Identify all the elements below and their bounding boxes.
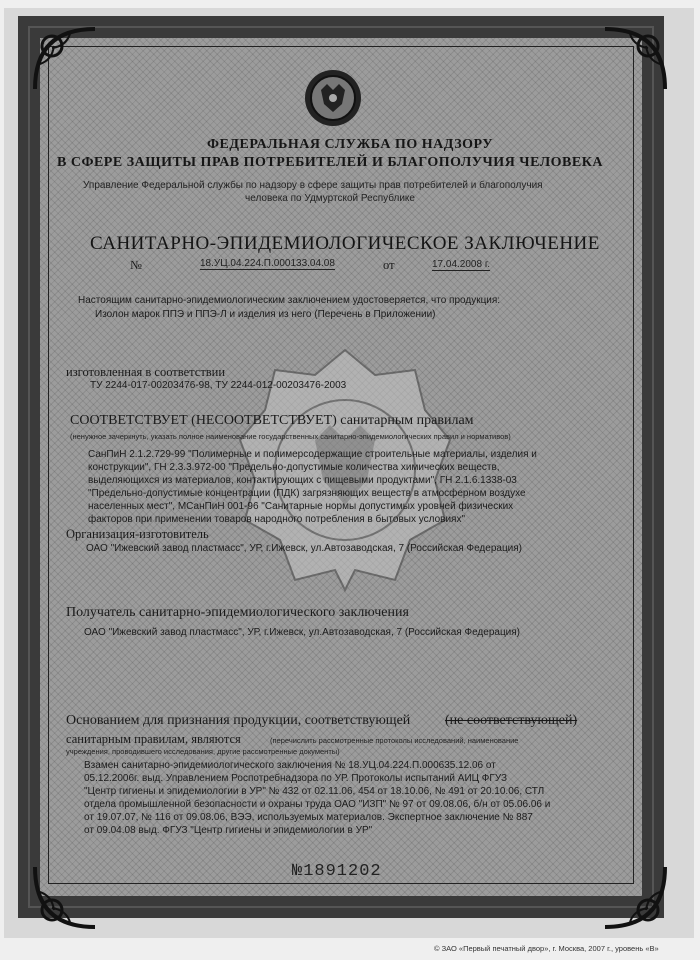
- ornament-bottom-right-icon: [600, 862, 670, 932]
- conformity-line-5: населенных мест", МСанПиН 001-96 "Санитарные нормы допустимых уровней физических: [88, 501, 514, 512]
- basis-line-6: от 09.04.08 выд. ФГУЗ "Центр гигиены и эпидемиологии в УР": [84, 825, 373, 836]
- basis-line-2: 05.12.2006г. выд. Управлением Роспотребнадзора по УР. Протоколы испытаний АИЦ ФГУЗ: [84, 773, 507, 784]
- manufactured-spec: ТУ 2244-017-00203476-98, ТУ 2244-012-00203476-2003: [90, 380, 347, 391]
- organization-value: ОАО "Ижевский завод пластмасс", УР, г.Ижевск, ул.Автозаводская, 7 (Российская Федерация): [86, 543, 523, 554]
- document-title: САНИТАРНО-ЭПИДЕМИОЛОГИЧЕСКОЕ ЗАКЛЮЧЕНИЕ: [90, 233, 600, 254]
- basis-hint-2: учреждения, проводившего исследования, другие рассмотренные документы): [66, 747, 340, 756]
- conformity-line-3: выделяющихся из материалов, контактирующих с пищевыми продуктами", ГН 2.1.6.1338-03: [88, 475, 517, 486]
- certificate-date: 17.04.2008 г.: [432, 259, 491, 270]
- basis-label-struck: (не соответствующей): [445, 713, 578, 728]
- department-line1: Управление Федеральной службы по надзору в сфере защиты прав потребителей и благополучия: [83, 180, 543, 191]
- department-line2: человека по Удмуртской Республике: [245, 193, 415, 204]
- serial-number: №1891202: [292, 862, 382, 881]
- organization-label: Организация-изготовитель: [66, 527, 209, 541]
- conformity-line-6: факторов при применении товаров народного потребления в бытовых условиях": [88, 514, 465, 525]
- recipient-value: ОАО "Ижевский завод пластмасс", УР, г.Ижевск, ул.Автозаводская, 7 (Российская Федерация): [84, 627, 521, 638]
- basis-line-4: отдела промышленной безопасности и охраны труда ОАО "ИЗП" № 97 от 09.08.06, б/н от 05.06.06 и: [84, 799, 551, 810]
- ornament-bottom-left-icon: [30, 862, 100, 932]
- ornament-top-right-icon: [600, 24, 670, 94]
- printer-footer: © ЗАО «Первый печатный двор», г. Москва, 2007 г., уровень «В»: [434, 944, 659, 953]
- ornament-top-left-icon: [30, 24, 100, 94]
- number-label: №: [130, 258, 142, 272]
- basis-hint-1: (перечислить рассмотренные протоколы исследований, наименование: [270, 736, 519, 745]
- product-intro: Настоящим санитарно-эпидемиологическим заключением удостоверяется, что продукция:: [78, 295, 501, 306]
- basis-label-b: санитарным правилам, являются: [66, 732, 241, 746]
- certificate-number: 18.УЦ.04.224.П.000133.04.08: [200, 258, 335, 269]
- coat-of-arms-emblem-icon: [303, 68, 363, 128]
- conformity-line-2: конструкции", ГН 2.3.3.972-00 "Предельно-допустимые количества химических веществ,: [88, 462, 500, 473]
- manufactured-label: изготовленная в соответствии: [66, 365, 226, 379]
- conformity-line-4: "Предельно-допустимые концентрации (ПДК) загрязняющих веществ в атмосферном воздухе: [88, 488, 526, 499]
- basis-line-3: "Центр гигиены и эпидемиологии в УР" № 432 от 02.11.06, 454 от 18.10.06, № 491 от 20.10.06, СТЛ: [84, 786, 545, 797]
- conformity-hint: (ненужное зачеркнуть, указать полное наименование государственных санитарно-эпидемиологических правил и нормативов): [70, 432, 511, 441]
- date-label: от: [383, 258, 395, 272]
- agency-name-line2: В СФЕРЕ ЗАЩИТЫ ПРАВ ПОТРЕБИТЕЛЕЙ И БЛАГОПОЛУЧИЯ ЧЕЛОВЕКА: [57, 155, 603, 170]
- product-name: Изолон марок ППЭ и ППЭ-Л и изделия из него (Перечень в Приложении): [95, 309, 436, 320]
- conformity-line-1: СанПиН 2.1.2.729-99 "Полимерные и полимерсодержащие строительные материалы, изделия и: [88, 449, 537, 460]
- recipient-label: Получатель санитарно-эпидемиологического заключения: [66, 605, 409, 620]
- basis-line-5: от 19.07.07, № 116 от 09.08.06, ВЭЭ, используемых материалов. Экспертное заключение № 887: [84, 812, 533, 823]
- basis-label-a: Основанием для признания продукции, соответствующей: [66, 713, 411, 728]
- agency-name-line1: ФЕДЕРАЛЬНАЯ СЛУЖБА ПО НАДЗОРУ: [206, 137, 493, 152]
- basis-line-1: Взамен санитарно-эпидемиологического заключения № 18.УЦ.04.224.П.000635.12.06 от: [84, 760, 496, 771]
- conformity-label: СООТВЕТСТВУЕТ (НЕСООТВЕТСТВУЕТ) санитарным правилам: [70, 413, 474, 428]
